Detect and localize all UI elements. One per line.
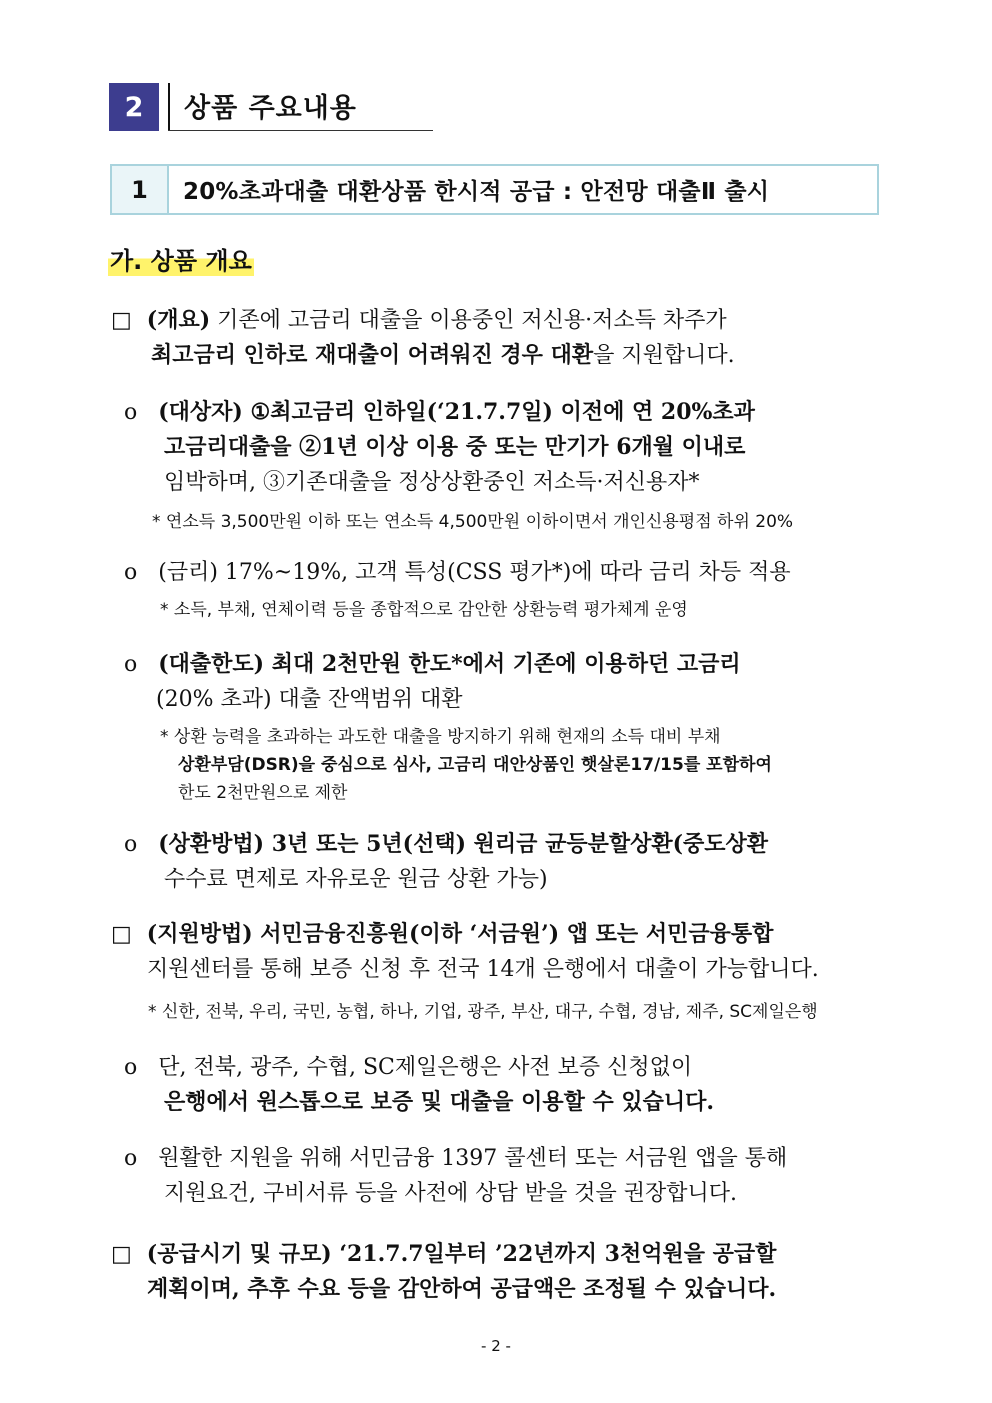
square-bullet-icon: □ (111, 922, 132, 947)
repay-line-1: (상환방법) 3년 또는 5년(선택) 원리금 균등분할상환(중도상환 (158, 831, 769, 857)
limit-line-2: (20% 초과) 대출 잔액범위 대환 (156, 687, 463, 712)
section-divider (168, 83, 170, 131)
supply-line-2: 계획이며, 추후 수요 등을 감안하여 공급액은 조정될 수 있습니다. (147, 1276, 777, 1302)
circle-bullet-icon: ο (124, 652, 138, 677)
circle-bullet-icon: ο (124, 1146, 138, 1171)
target-line-1: (대상자) ①최고금리 인하일(‘21.7.7일) 이전에 연 20%초과 (158, 399, 755, 425)
onsite-line-1: 단, 전북, 광주, 수협, SC제일은행은 사전 보증 신청없이 (158, 1055, 693, 1080)
limit-footnote-3: 한도 2천만원으로 제한 (178, 783, 348, 803)
repay-line-2: 수수료 면제로 자유로운 원금 상환 가능) (164, 867, 548, 892)
circle-bullet-icon: ο (124, 400, 138, 425)
section-title: 상품 주요내용 (184, 93, 357, 124)
circle-bullet-icon: ο (124, 560, 138, 585)
overview-text-1: 기존에 고금리 대출을 이용중인 저신용·저소득 차주가 (210, 308, 727, 333)
support-paragraph (111, 917, 883, 987)
repay-paragraph (124, 827, 884, 897)
overview-paragraph (111, 303, 883, 373)
overview-bold-text: 최고금리 인하로 재대출이 어려워진 경우 대환 (151, 342, 594, 368)
rate-footnote: * 소득, 부채, 연체이력 등을 종합적으로 감안한 상환능력 평가체계 운영 (160, 600, 688, 620)
supply-paragraph (111, 1237, 883, 1307)
target-footnote: * 연소득 3,500만원 이하 또는 연소득 4,500만원 이하이면서 개인신용평점 하위 20% (152, 512, 794, 532)
overview-first-line (111, 303, 727, 338)
rate-line-1: (금리) 17%~19%, 고객 특성(CSS 평가*)에 따라 금리 차등 적용 (158, 560, 791, 585)
limit-footnote-2: 상환부담(DSR)을 중심으로 심사, 고금리 대안상품인 햇살론17/15를 포함하여 (178, 755, 772, 775)
subheading: 가. 상품 개요 (108, 241, 254, 276)
subsection-title: 20%초과대출 대환상품 한시적 공급 : 안전망 대출Ⅱ 출시 (183, 179, 770, 205)
rate-paragraph (124, 555, 884, 590)
limit-footnote-1: * 상환 능력을 초과하는 과도한 대출을 방지하기 위해 현재의 소득 대비 부채 (160, 727, 721, 747)
square-bullet-icon: □ (111, 308, 132, 333)
target-line-2: 고금리대출을 ②1년 이상 이용 중 또는 만기가 6개월 이내로 (164, 434, 746, 460)
support-line-1: (지원방법) 서민금융진흥원(이하 ‘서금원’) 앱 또는 서민금융통합 (146, 921, 774, 947)
limit-paragraph (124, 647, 884, 717)
support-footnote: * 신한, 전북, 우리, 국민, 농협, 하나, 기업, 광주, 부산, 대구, 수협, 경남, 제주, SC제일은행 (148, 1002, 818, 1022)
consult-line-1: 원활한 지원을 위해 서민금융 1397 콜센터 또는 서금원 앱을 통해 (158, 1146, 788, 1171)
page-number: - 2 - (481, 1337, 511, 1355)
square-bullet-icon: □ (111, 1242, 132, 1267)
consult-line-2: 지원요건, 구비서류 등을 사전에 상담 받을 것을 권장합니다. (164, 1181, 737, 1206)
subsection-number: 1 (112, 166, 169, 213)
overview-text-2: 을 지원합니다. (593, 343, 735, 368)
section-number: 2 (109, 83, 159, 131)
circle-bullet-icon: ο (124, 1055, 138, 1080)
overview-label: (개요) (146, 307, 211, 333)
support-line-2: 지원센터를 통해 보증 신청 후 전국 14개 은행에서 대출이 가능합니다. (147, 957, 819, 982)
section-underline (168, 130, 433, 131)
onsite-line-2: 은행에서 원스톱으로 보증 및 대출을 이용할 수 있습니다. (164, 1089, 715, 1115)
limit-line-1: (대출한도) 최대 2천만원 한도*에서 기존에 이용하던 고금리 (158, 651, 741, 677)
target-paragraph (124, 395, 884, 500)
circle-bullet-icon: ο (124, 832, 138, 857)
supply-line-1: (공급시기 및 규모) ‘21.7.7일부터 ’22년까지 3천억원을 공급할 (146, 1241, 777, 1267)
subsection-box (110, 164, 879, 215)
consult-paragraph (124, 1141, 884, 1211)
target-line-3: 임박하며, ③기존대출을 정상상환중인 저소득·저신용자* (164, 470, 700, 495)
onsite-paragraph (124, 1050, 884, 1120)
